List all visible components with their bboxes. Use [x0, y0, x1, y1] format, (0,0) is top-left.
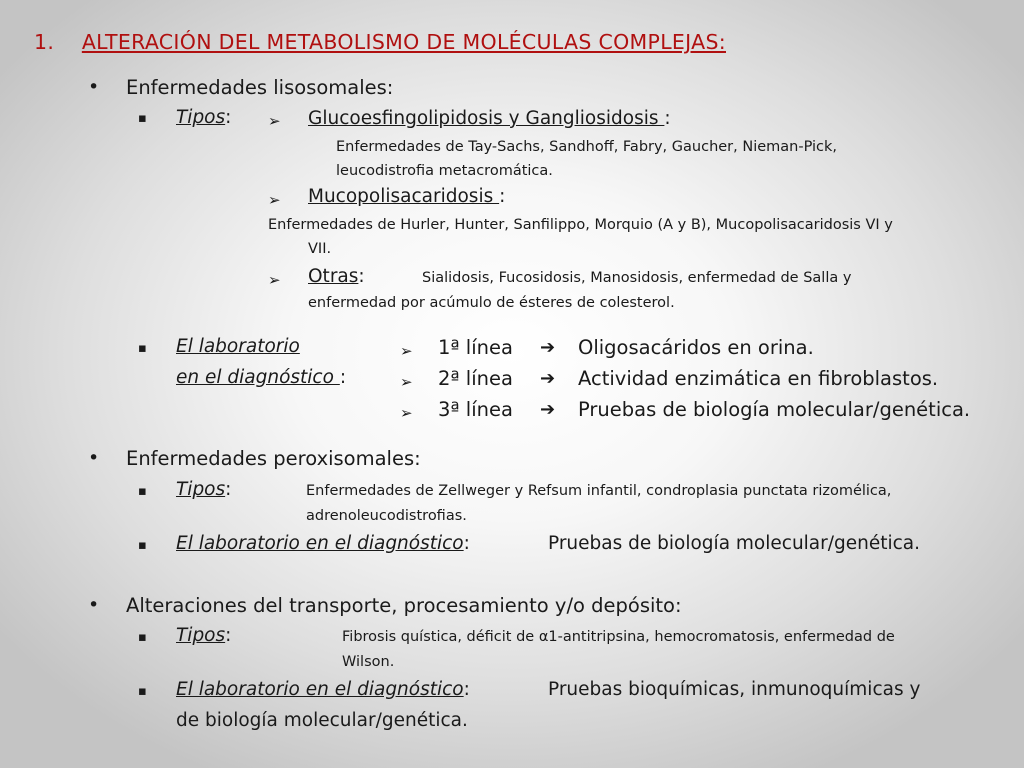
lab-peroxisomales: [176, 533, 470, 554]
lab-label-text: en el diagnóstico: [176, 367, 340, 388]
gluco-desc-1: Enfermedades de Tay-Sachs, Sandhoff, Fabry, Gaucher, Nieman-Pick,: [336, 139, 838, 155]
linea-2-text: Actividad enzimática en fibroblastos.: [578, 367, 939, 390]
peroxisomales-desc-1: Enfermedades de Zellweger y Refsum infantil, condroplasia punctata rizomélica,: [306, 483, 892, 499]
colon: :: [499, 186, 506, 207]
otras-label: [308, 266, 365, 287]
linea-1-text: Oligosacáridos en orina.: [578, 336, 814, 359]
otras-label-text: Otras: [308, 266, 359, 287]
title-number: 1.: [34, 30, 55, 54]
heading-lisosomales: Enfermedades lisosomales:: [126, 76, 394, 99]
transporte-desc-1: Fibrosis quística, déficit de α1-antitripsina, hemocromatosis, enfermedad de: [342, 629, 895, 645]
bullet-icon: •: [88, 76, 100, 98]
arrow-icon: ➢: [400, 342, 413, 360]
slide-title: [34, 30, 726, 54]
colon: :: [664, 108, 671, 129]
bullet-icon: •: [88, 594, 100, 616]
otras-desc-2: enfermedad por acúmulo de ésteres de colesterol.: [308, 295, 675, 311]
tipos-label: Tipos: [176, 107, 226, 128]
tipos-label: Tipos: [176, 479, 226, 500]
muco-desc-1: Enfermedades de Hurler, Hunter, Sanfilippo, Morquio (A y B), Mucopolisacaridosis VI y: [268, 217, 893, 233]
lab-transporte-text-2: de biología molecular/genética.: [176, 710, 468, 731]
square-bullet-icon: ▪: [138, 684, 147, 699]
right-arrow-icon: ➔: [540, 368, 556, 389]
lab-label-lisosomales-2: [176, 367, 346, 388]
muco-label: [308, 186, 505, 207]
lab-peroxisomales-text: Pruebas de biología molecular/genética.: [548, 533, 920, 554]
linea-1-label: 1ª línea: [438, 336, 513, 359]
colon: :: [225, 107, 232, 128]
gluco-label: [308, 108, 671, 129]
linea-3-text: Pruebas de biología molecular/genética.: [578, 398, 971, 421]
linea-2-label: 2ª línea: [438, 367, 513, 390]
muco-label-text: Mucopolisacaridosis: [308, 186, 500, 207]
lab-transporte-text-1: Pruebas bioquímicas, inmunoquímicas y: [548, 679, 921, 700]
muco-desc-2: VII.: [308, 241, 332, 257]
square-bullet-icon: ▪: [138, 630, 147, 645]
colon: :: [225, 479, 232, 500]
peroxisomales-desc-2: adrenoleucodistrofias.: [306, 508, 467, 524]
linea-3-label: 3ª línea: [438, 398, 513, 421]
transporte-desc-2: Wilson.: [342, 654, 395, 670]
colon: :: [339, 367, 347, 388]
arrow-icon: ➢: [400, 404, 413, 422]
colon: :: [463, 533, 470, 554]
tipos-label: Tipos: [176, 625, 226, 646]
lab-label-lisosomales-1: [176, 336, 300, 357]
right-arrow-icon: ➔: [540, 337, 556, 358]
colon: :: [463, 679, 470, 700]
tipos-lisosomales: [176, 107, 231, 128]
square-bullet-icon: ▪: [138, 341, 147, 356]
square-bullet-icon: ▪: [138, 111, 147, 126]
colon: :: [358, 266, 365, 287]
title-text: ALTERACIÓN DEL METABOLISMO DE MOLÉCULAS COMPLEJAS:: [81, 30, 726, 54]
arrow-icon: ➢: [268, 112, 281, 130]
arrow-icon: ➢: [268, 191, 281, 209]
lab-label-text: El laboratorio en el diagnóstico: [176, 533, 464, 554]
tipos-transporte: [176, 625, 231, 646]
arrow-icon: ➢: [400, 373, 413, 391]
heading-peroxisomales: Enfermedades peroxisomales:: [126, 447, 421, 470]
bullet-icon: •: [88, 447, 100, 469]
lab-label-text: El laboratorio en el diagnóstico: [176, 679, 464, 700]
arrow-icon: ➢: [268, 271, 281, 289]
right-arrow-icon: ➔: [540, 399, 556, 420]
otras-desc-1: Sialidosis, Fucosidosis, Manosidosis, enfermedad de Salla y: [422, 270, 852, 286]
tipos-peroxisomales: [176, 479, 231, 500]
square-bullet-icon: ▪: [138, 484, 147, 499]
heading-transporte: Alteraciones del transporte, procesamiento y/o depósito:: [126, 594, 682, 617]
colon: :: [225, 625, 232, 646]
gluco-desc-2: leucodistrofia metacromática.: [336, 163, 553, 179]
lab-transporte: [176, 679, 470, 700]
square-bullet-icon: ▪: [138, 538, 147, 553]
lab-label-text: El laboratorio: [176, 336, 300, 357]
gluco-label-text: Glucoesfingolipidosis y Gangliosidosis: [308, 108, 665, 129]
